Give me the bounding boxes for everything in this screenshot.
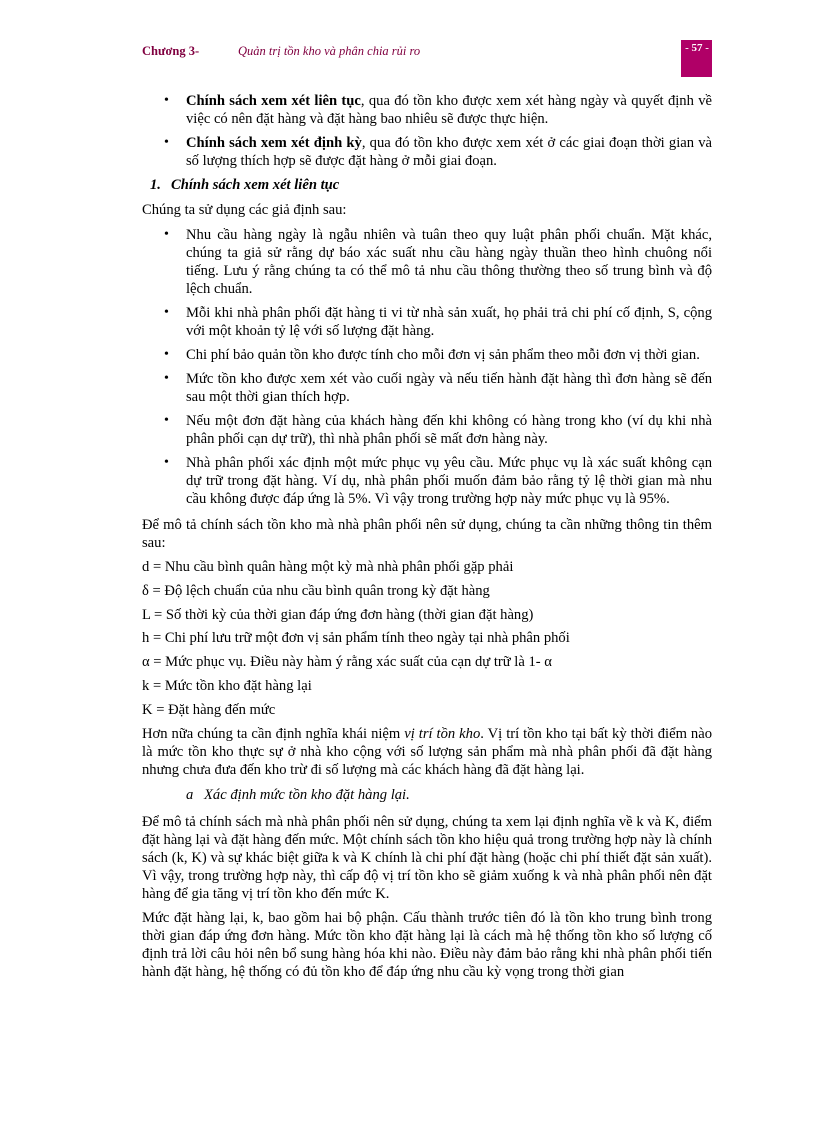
body-paragraph: Mức đặt hàng lại, k, bao gồm hai bộ phận. Cấu thành trước tiên đó là tồn kho trung bình trong thời gian đáp ứng đơn hàng. Mức tồn kho đặt hàng lại là cách mà hệ thống tồn kho số lượng cố định trả lời câu hỏi nên bổ sung hàng hóa khi nào. Điều này đảm bảo rằng khi nhà phân phối tiến hành đặt hàng, hệ thống có đủ tồn kho để đáp ứng nhu cầu kỳ vọng trong thời gian [142,909,712,980]
intro-policy-list [142,92,712,170]
list-item: • Mỗi khi nhà phân phối đặt hàng ti vi từ nhà sản xuất, họ phải trả chi phí cố định, S, cộng với một khoản tỷ lệ với số lượng đặt hàng. [142,304,712,340]
definition-item: h = Chi phí lưu trữ một đơn vị sản phẩm tính theo ngày tại nhà phân phối [142,630,570,647]
list-item: • Nhà phân phối xác định một mức phục vụ yêu cầu. Mức phục vụ là xác suất không cạn dự trữ trong đặt hàng. Ví dụ, nhà phân phối muốn đảm bảo rằng tỷ lệ thời gian mà nhu cầu không được đáp ứng là 5%. Vì vậy trong trường hợp này mức phục vụ là 95%. [142,454,712,508]
para-text: Hơn nữa chúng ta cần định nghĩa khái niệm [142,725,405,742]
para-emphasis: vị trí tồn kho [404,725,481,742]
info-lead: Để mô tả chính sách tồn kho mà nhà phân phối nên sử dụng, chúng ta cần những thông tin thêm sau: [142,517,712,551]
policy-text: , qua đó tồn kho được xem xét ở các giai đoạn thời gian và số lượng thích hợp sẽ được đặt hàng ở mỗi giai đoạn. [186,135,712,169]
page-header [142,40,710,80]
subsection-heading [186,786,712,804]
list-item: • Mức tồn kho được xem xét vào cuối ngày và nếu tiến hành đặt hàng thì đơn hàng sẽ đến sau một thời gian thích hợp. [142,370,712,406]
chapter-title: Quản trị tồn kho và phân chia rủi ro [238,44,421,58]
policy-text: , qua đó tồn kho được xem xét hàng ngày và quyết định về việc có nên đặt hàng và đặt hàng bao nhiêu sẽ được thực hiện. [186,93,712,127]
body-paragraph: Để mô tả chính sách mà nhà phân phối nên sử dụng, chúng ta xem lại định nghĩa về k và K, điểm đặt hàng lại và đặt hàng đến mức. Một chính sách tồn kho hiệu quả trong trường hợp này là chính sách (k, K) và sự khác biệt giữa k và K chính là chi phí đặt hàng (hoặc chi phí thiết đặt sản xuất). Vì vậy, trong trường hợp này, thì cấp độ vị trí tồn kho sẽ giảm xuống k và nhà phân phối nên đặt hàng để gia tăng vị trí tồn kho đến mức K. [142,813,712,902]
list-item [142,134,712,170]
subsection-letter: a [186,786,194,803]
para-text: . Vị trí tồn kho tại bất kỳ thời điểm nào là mức tồn kho thực sự ở nhà kho cộng với số lượng sản phẩm mà nhà phân phối đã đặt hàng nhưng chưa đưa đến kho trừ đi số lượng mà các khách hàng đã đặt hàng lại. [142,725,712,778]
subsection-title: Xác định mức tồn kho đặt hàng lại. [204,786,410,803]
list-item: • Nếu một đơn đặt hàng của khách hàng đến khi không có hàng trong kho (ví dụ khi nhà phân phối cạn dự trữ), thì nhà phân phối sẽ mất đơn hàng này. [142,412,712,448]
section-title: Chính sách xem xét liên tục [171,177,340,193]
assumptions-lead: Chúng ta sử dụng các giả định sau: [142,202,347,218]
definition-item: δ = Độ lệch chuẩn của nhu cầu bình quân trong kỳ đặt hàng [142,582,490,599]
definition-item: L = Số thời kỳ của thời gian đáp ứng đơn hàng (thời gian đặt hàng) [142,606,534,623]
page-number-box [681,40,712,77]
list-item [142,92,712,128]
policy-term: Chính sách xem xét liên tục [186,93,361,109]
document-body [142,92,712,987]
policy-term: Chính sách xem xét định kỳ [186,135,362,151]
list-item: • Chi phí bảo quản tồn kho được tính cho mỗi đơn vị sản phẩm theo mỗi đơn vị thời gian. [142,346,712,364]
definition-item: k = Mức tồn kho đặt hàng lại [142,677,312,694]
section-number: 1. [150,177,161,193]
assumptions-list [142,226,712,508]
inventory-position-paragraph [142,725,712,779]
page-number: - 57 - [685,42,709,54]
list-item: • Nhu cầu hàng ngày là ngẫu nhiên và tuân theo quy luật phân phối chuẩn. Mặt khác, chúng ta giả sử rằng dự báo xác suất nhu cầu hàng ngày thuần theo hình chuông nổi tiếng. Lưu ý rằng chúng ta có thể mô tả nhu cầu thông thường theo số trung bình và độ lệch chuẩn. [142,226,712,298]
chapter-label: Chương 3- [142,44,200,58]
definition-list [142,558,712,719]
definition-item: d = Nhu cầu bình quân hàng một kỳ mà nhà phân phối gặp phải [142,559,514,575]
definition-item: K = Đặt hàng đến mức [142,701,276,718]
definition-item: α = Mức phục vụ. Điều này hàm ý rằng xác suất của cạn dự trữ là 1- α [142,654,552,671]
section-heading [150,176,712,194]
